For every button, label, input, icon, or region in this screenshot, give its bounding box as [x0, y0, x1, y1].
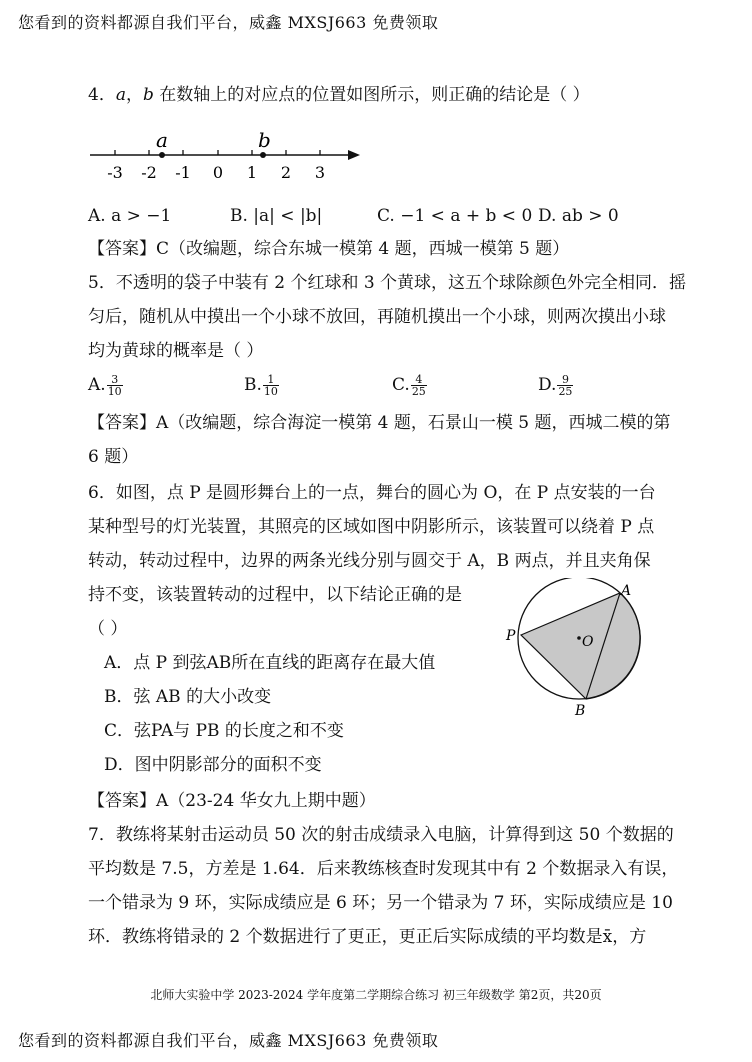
label-p: P: [506, 628, 516, 644]
q6-option-d: D．图中阴影部分的面积不变: [104, 755, 322, 775]
q6-line-2: 某种型号的灯光装置，其照亮的区域如图中阴影所示，该装置可以绕着 P 点: [88, 517, 655, 537]
tick-label: -2: [141, 163, 157, 182]
q6-line-4: 持不变，该装置转动的过程中，以下结论正确的是: [88, 585, 462, 605]
q6-option-b: B．弦 AB 的大小改变: [104, 687, 272, 707]
q4-option-d: D. ab > 0: [538, 206, 619, 226]
q5-line-1: 5．不透明的袋子中装有 2 个红球和 3 个黄球，这五个球除颜色外完全相同．摇: [88, 273, 687, 293]
q5-option-b: B. $\frac{1}{10}$: [244, 373, 278, 398]
q6-option-c: C．弦PA与 PB 的长度之和不变: [104, 721, 344, 741]
point-a: [159, 152, 165, 158]
q7-line-2: 平均数是 7.5，方差是 1.64．后来教练核查时发现其中有 2 个数据录入有误，: [88, 859, 679, 879]
tick-label: -3: [107, 163, 123, 182]
tick-label: 0: [212, 163, 224, 182]
q7-line-1: 7．教练将某射击运动员 50 次的射击成绩录入电脑，计算得到这 50 个数据的: [88, 825, 674, 845]
tick-label: 1: [246, 163, 258, 182]
q5-option-d: D. $\frac{9}{25}$: [538, 373, 573, 398]
q4-option-a: A. a > −1: [88, 206, 172, 226]
circle-figure: [500, 578, 650, 716]
fraction: $\frac{9}{25}$: [558, 373, 573, 398]
q4-option-b: B. |a| < |b|: [230, 206, 323, 226]
q7-line-4: 环．教练将错录的 2 个数据进行了更正，更正后实际成绩的平均数是x̄，方: [88, 927, 647, 947]
q6-answer: 【答案】A（23-24 华女九上期中题）: [88, 791, 376, 811]
q6-line-3: 转动，转动过程中，边界的两条光线分别与圆交于 A，B 两点，并且夹角保: [88, 551, 651, 571]
q6-option-a: A．点 P 到弦AB所在直线的距离存在最大值: [104, 653, 436, 673]
q4-answer: 【答案】C（改编题，综合东城一模第 4 题，西城一模第 5 题）: [88, 239, 570, 259]
q5-option-c: C. $\frac{4}{25}$: [392, 373, 426, 398]
q6-paren: （ ）: [88, 619, 128, 639]
number-line: [80, 126, 370, 186]
point-b-label: b: [258, 128, 271, 152]
point-b: [260, 152, 266, 158]
label-b: B: [575, 703, 586, 716]
tick-label: -1: [175, 163, 191, 182]
q5-line-3: 均为黄球的概率是（ ）: [88, 341, 264, 361]
fraction: $\frac{1}{10}$: [263, 373, 278, 398]
bottom-banner: 您看到的资料都源自我们平台，威鑫 MXSJ663 免费领取: [18, 1031, 439, 1050]
q4-stem: 4．a，b 在数轴上的对应点的位置如图所示，则正确的结论是（ ）: [88, 85, 590, 105]
q7-line-3: 一个错录为 9 环，实际成绩应是 6 环；另一个错录为 7 环，实际成绩应是 10: [88, 893, 673, 913]
label-o: O: [582, 634, 594, 650]
center-point: [577, 636, 581, 640]
q5-line-2: 匀后，随机从中摸出一个小球不放回，再随机摸出一个小球，则两次摸出小球: [88, 307, 666, 327]
q5-option-a: A. $\frac{3}{10}$: [88, 373, 122, 398]
point-a-label: a: [156, 128, 168, 152]
q6-line-1: 6．如图，点 P 是圆形舞台上的一点，舞台的圆心为 O，在 P 点安装的一台: [88, 483, 656, 503]
page-footer: 北师大实验中学 2023-2024 学年度第二学期综合练习 初三年级数学 第2页，共20页: [150, 988, 602, 1002]
fraction: $\frac{3}{10}$: [107, 373, 122, 398]
tick-label: 3: [314, 163, 326, 182]
label-a: A: [621, 583, 632, 599]
tick-label: 2: [280, 163, 292, 182]
q4-option-c: C. −1 < a + b < 0: [377, 206, 533, 226]
fraction: $\frac{4}{25}$: [411, 373, 426, 398]
q5-answer-line-1: 【答案】A（改编题，综合海淀一模第 4 题，石景山一模 5 题，西城二模的第: [88, 413, 671, 433]
q5-answer-line-2: 6 题）: [88, 447, 139, 467]
top-banner: 您看到的资料都源自我们平台，威鑫 MXSJ663 免费领取: [18, 13, 439, 32]
